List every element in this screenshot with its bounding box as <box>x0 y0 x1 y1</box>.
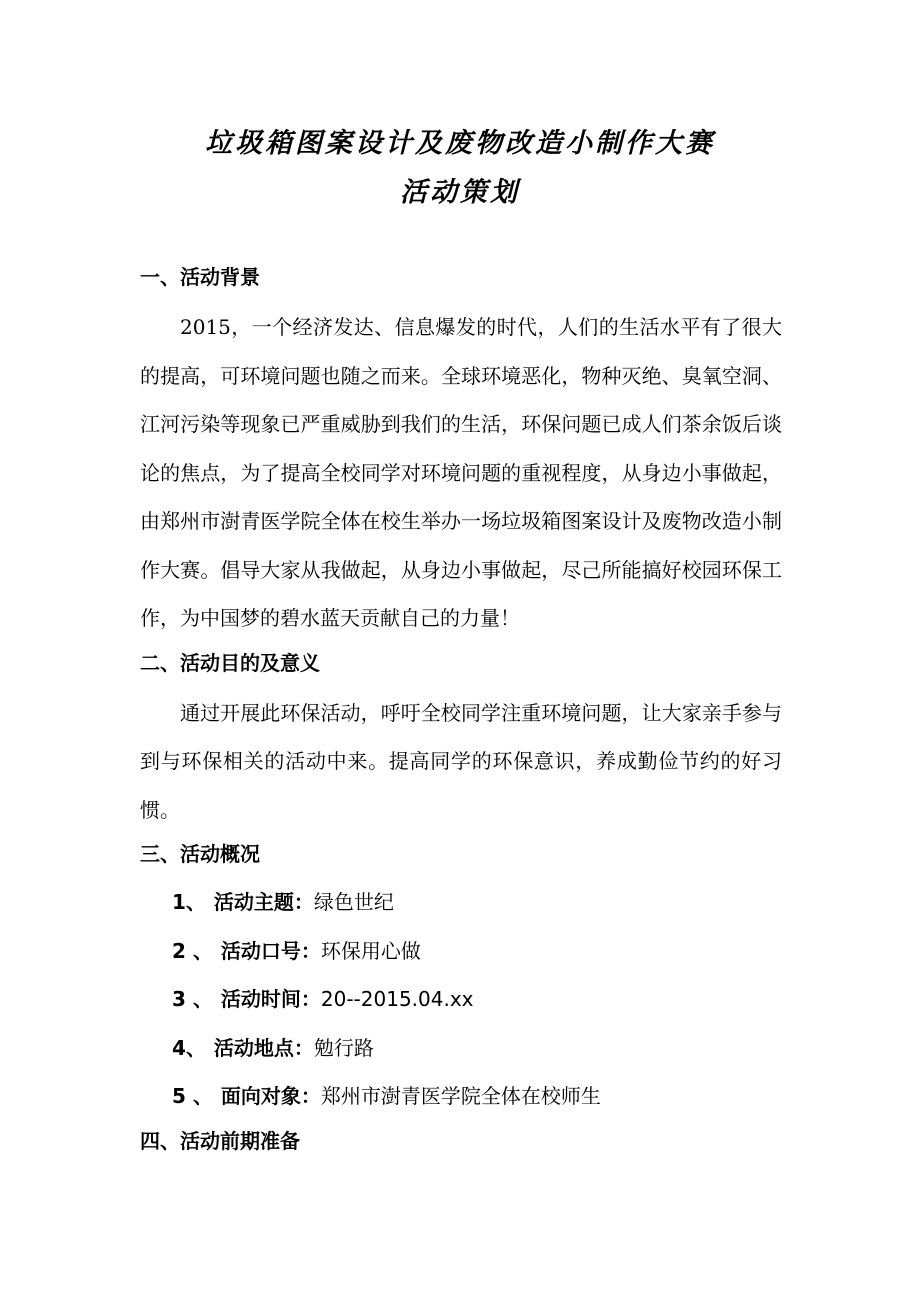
list-item-label: 活动时间： <box>220 987 321 1011</box>
section-heading-background: 一、活动背景 <box>140 265 260 289</box>
section-paragraph-purpose: 通过开展此环保活动，呼吁全校同学注重环境问题，让大家亲手参与到与环保相关的活动中来。提高同学的环保意识，养成勤俭节约的好习惯。 <box>140 700 782 822</box>
list-item <box>140 927 782 976</box>
overview-list <box>140 878 782 1121</box>
document-body <box>140 265 782 1153</box>
list-item <box>140 878 782 927</box>
list-item <box>140 1024 782 1073</box>
list-item-value: 环保用心做 <box>320 938 421 963</box>
document-title: 垃圾箱图案设计及废物改造小制作大赛 <box>205 128 715 159</box>
list-item-value: 郑州市澍青医学院全体在校师生 <box>320 1084 601 1108</box>
list-item-label: 活动主题： <box>213 890 314 914</box>
section-heading-preparation: 四、活动前期准备 <box>140 1128 300 1153</box>
section-paragraph-background: 2015，一个经济发达、信息爆发的时代，人们的生活水平有了很大的提高，可环境问题也随之而来。全球环境恶化，物种灭绝、臭氧空洞、江河污染等现象已严重威胁到我们的生活，环保问题已成人们茶余饭后谈论的焦点，为了提高全校同学对环境问题的重视程度，从身边小事做起，由郑州市澍青医学院全体在校生举办一场垃圾箱图案设计及废物改造小制作大赛。倡导大家从我做起，从身边小事做起，尽己所能搞好校园环保工作，为中国梦的碧水蓝天贡献自己的力量！ <box>140 315 782 630</box>
list-item-label: 活动地点： <box>213 1035 314 1060</box>
list-item-value: 20--2015.04.xx <box>320 987 474 1011</box>
section-heading-overview: 三、活动概况 <box>140 842 260 866</box>
list-item <box>140 975 782 1024</box>
list-item <box>140 1072 782 1121</box>
document-subtitle: 活动策划 <box>400 177 520 208</box>
list-item-label: 活动口号： <box>220 938 321 963</box>
list-item-number: 2 、 <box>172 938 213 963</box>
section-heading-purpose: 二、活动目的及意义 <box>140 650 320 675</box>
list-item-number: 3 、 <box>172 987 213 1011</box>
list-item-value: 勉行路 <box>313 1035 374 1060</box>
list-item-label: 面向对象： <box>220 1084 321 1108</box>
list-item-value: 绿色世纪 <box>313 890 394 914</box>
list-item-number: 1、 <box>172 890 206 914</box>
list-item-number: 5 、 <box>172 1084 213 1108</box>
list-item-number: 4、 <box>172 1035 206 1060</box>
